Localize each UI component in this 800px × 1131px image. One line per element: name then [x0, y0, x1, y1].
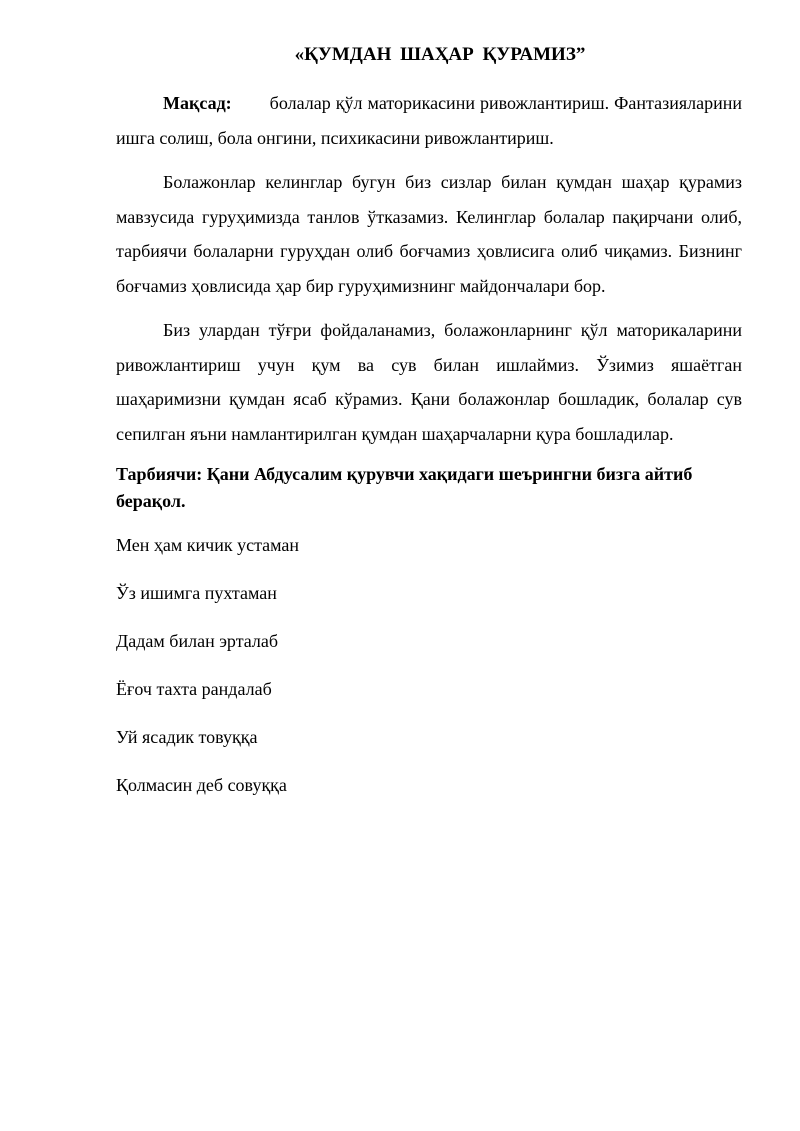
poem — [116, 533, 742, 797]
goal-text: болалар қўл маторикасини ривожлантириш. Фантазияларини ишга солиш, бола онгини, психикасини ривожлантириш. — [116, 93, 742, 148]
goal-label: Мақсад: — [163, 93, 232, 113]
document-page — [116, 44, 742, 821]
document-title: «ҚУМДАН ШАҲАР ҚУРАМИЗ” — [294, 44, 586, 65]
poem-line: Ёғоч тахта рандалаб — [116, 679, 272, 699]
body-paragraph-1: Болажонлар келинглар бугун биз сизлар билан қумдан шаҳар қурамиз мавзусида гуруҳимизда танлов ўтказамиз. Келинглар болалар пақирчани олиб, тарбиячи болаларни гуруҳдан олиб боғчамиз ҳовлисига олиб чиқамиз. Бизнинг боғчамиз ҳовлисида ҳар бир гуруҳимизнинг майдончалари бор. — [116, 172, 742, 296]
body-paragraph-2: Биз улардан тўғри фойдаланамиз, болажонларнинг қўл маторикаларини ривожлантириш учун қум ва сув билан ишлаймиз. Ўзимиз яшаётган шаҳаримизни қумдан ясаб кўрамиз. Қани болажонлар бошладик, болалар сув сепилган яъни намлантирилган қумдан шаҳарчаларни қура бошладилар. — [116, 320, 742, 444]
goal-paragraph — [116, 86, 742, 155]
teacher-prompt: Тарбиячи: Қани Абдусалим қурувчи хақидаги шеърингни бизга айтиб берақол. — [116, 464, 693, 511]
poem-line: Қолмасин деб совуққа — [116, 775, 287, 795]
poem-line: Ўз ишимга пухтаман — [116, 583, 277, 603]
poem-line: Мен ҳам кичик устаман — [116, 535, 300, 555]
poem-line: Уй ясадик товуққа — [116, 727, 258, 747]
poem-line: Дадам билан эрталаб — [116, 631, 279, 651]
